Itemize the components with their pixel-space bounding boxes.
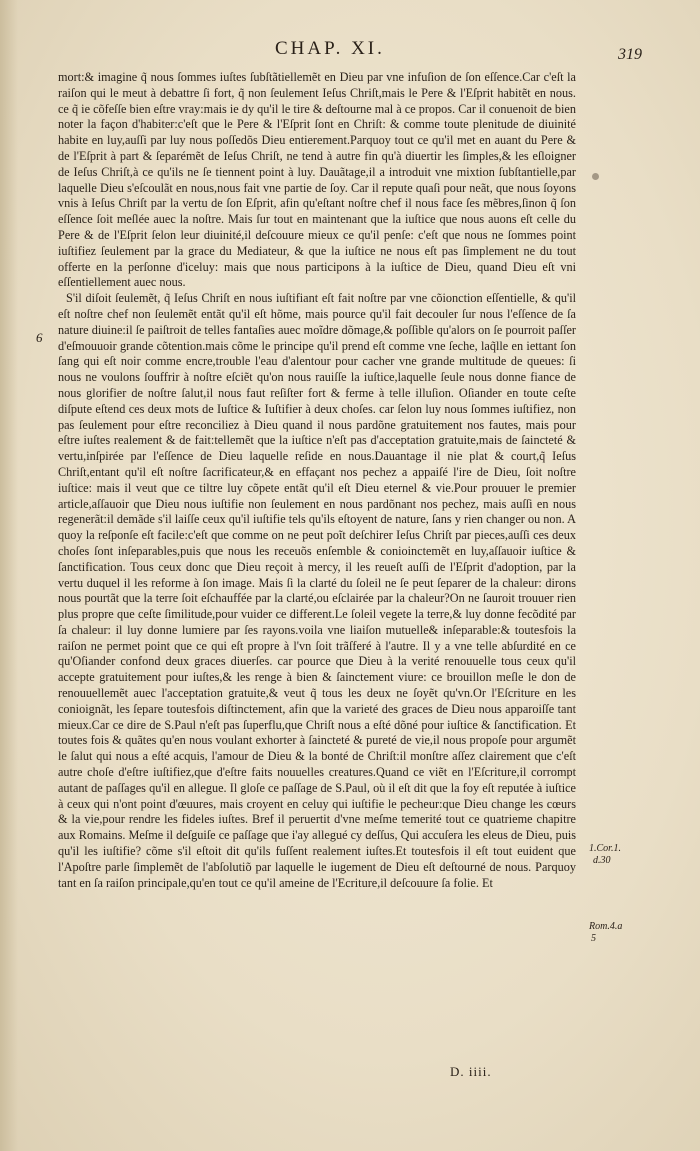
margin-note	[589, 921, 622, 945]
paragraph-number: 6	[36, 330, 43, 345]
margin-note-ref: 5	[591, 933, 596, 944]
margin-note-ref: 1.Cor.1.	[589, 843, 621, 854]
paragraph: S'il diſoit ſeulemẽt, q̃ Ieſus Chriſt en nous iuſtifiant eſt fait noſtre par vne cõionction eſſentielle, & qu'il eſt noſtre chef non ſeulemẽt entãt qu'il eſt hõme, mais pource qu'il fait decouler ſur nous l'eſſence de ſa nature diuine:il ſe paiſtroit de telles fantaſies auec moĩdre dõmage,& poſſible qu'alors on ſe pourroit paſſer d'eſmouuoir grande cõtention.mais cõme le principe qu'il prend eſt comme vne ſeche, laq̃lle en iettant ſon ſang qui eſt noir comme encre,trouble l'eau d'alentour pour cacher vne grande multitude de queues: ſi nous ne voulons ſouffrir à noſtre eſciẽt qu'on nous rauiſſe la iuſtice,laquelle ſeule nous donne fiance de nous glorifier de noſtre ſalut,il nous faut reſiſter fort & ferme à telle illuſion. Oſiander en toute ceſte diſpute eſtend ces deux mots de Iuſtice & Iuſtifier à deux choſes. car ſelon luy nous ſommes iuſtifiez, non pas ſeulement pour eſtre reconciliez à Dieu quand il nous pardõne gratuitement nos fautes, mais pour eſtre iuſtes realement & de fait:tellemẽt que la iuſtice n'eſt pas d'acceptation gratuite,mais de ſaincteté & vertu,inſpirée par l'eſſence de Dieu laquelle reſide en nous.Dauantage il nie plat & court,q̃ Ieſus Chriſt,entant qu'il eſt noſtre ſacrificateur,& en effaçant nos pechez a appaiſé l'ire de Dieu, ſoit noſtre iuſtice: mais il veut que ce tiltre luy cõpete entãt qu'il eſt Dieu eternel & vie.Pour prouuer le premier article,aſſauoir que Dieu nous iuſtifie non ſeulement en nous pardõnant nos pechez, mais auſſi en nous regenerãt:il demãde s'il laiſſe ceux qu'il iuſtifie tels qu'ils eſtoyent de nature, ſans y rien changer ou non. A quoy la reſponſe eſt facile:c'eſt que comme on ne peut poĩt deſchirer Ieſus Chriſt par pieces,auſſi ces deux choſes ſont inſeparables,puis que nous les receuõs enſemble & conioinctemẽt en luy,aſſauoir iuſtice & ſanctification. Tous ceux donc que Dieu reçoit à mercy, il les reueſt auſſi de l'Eſprit d'adoption, par la vertu duquel il les reforme à ſon image. Mais ſi la clarté du ſoleil ne ſe peut ſeparer de la chaleur: dirons nous pourtãt que la terre ſoit eſchauffée par la clarté,ou eſclairée par la chaleur?On ne ſauroit trouuer rien plus propre que ceſte ſimilitude,pour vuider ce different.Le ſoleil vegete la terre,& luy donne fecõdité par ſa chaleur: il luy donne lumiere par ſes rayons.voila vne liaiſon mutuelle& inſeparable:& toutesfois la raiſon ne permet point que ce qui eſt propre à l'vn ſoit trãſferé à l'autre. Il y a vne telle abſurdité en ce qu'Oſiander confond deux graces diuerſes. car pource que Dieu à la verité renouuelle tous ceux qu'il accepte gratuitement pour iuſtes,& les renge à bien & ſainctement viure: ce brouillon meſle le don de renouuellemẽt auec l'acceptation gratuite,& veut q̃ tous les deux ne ſoyẽt qu'vn.Or l'Eſcriture en les conioignãt, les ſepare toutesfois diſtinctement, afin que la varieté des graces de Dieu nous apparoiſſe tant mieux.Car ce dire de S.Paul n'eſt pas ſuperflu,que Chriſt nous a eſté dõné pour iuſtice & ſanctification. Et toutes fois & quãtes qu'en nous voulant exhorter à ſaincteté & pureté de vie,il nous propoſe pour argumẽt le ſalut qui nous a eſté acquis, l'amour de Dieu & la bonté de Chriſt:il monſtre aſſez clairement que c'eſt autre choſe d'eſtre iuſtifiez,que d'eſtre faits nouuelles creatures.Quand ce viẽt en l'Eſcriture,il corrompt autant de paſſages qu'il en allegue. Il gloſe ce paſſage de S.Paul, où il eſt dit que la foy eſt reputée à iuſtice à ceux qui n'ont point d'œuures, mais croyent en celuy qui iuſtifie le pecheur:que Dieu change les cœurs & la vie,pour rendre les fideles iuſtes. Bref il peruertit d'vne meſme temerité tout ce quatrieme chapitre aux Romains. Meſme il deſguiſe ce paſſage que i'ay allegué cy deſſus, Qui accuſera les eleus de Dieu, puis qu'il les iuſtifie? cõme s'il eſtoit dit qu'ils fuſſent realement iuſtes.Et toutesfois il eſt tout euident que l'Apoſtre parle ſimplemẽt de l'abſolutiõ par laquelle le iugement de Dieu eſt deſtourné de nous. Parquoy tant en ſa raiſon principale,qu'en tout ce qu'il ameine de l'Ecriture,il deſcouure ſa folie. Et	[58, 291, 576, 890]
page-header	[60, 38, 642, 66]
paragraph: mort:& imagine q̃ nous ſommes iuſtes ſubſtãtiellemẽt en Dieu par vne infuſion de ſon eſſence.Car c'eſt la raiſon qui le meut à debattre ſi fort, q̃ non ſeulement Ieſus Chriſt,mais le Pere & l'Eſprit habitẽt en nous. ce q̃ ie cõfeſſe bien eſtre vray:mais ie dy qu'il le tire & deſtourne mal à ce propos. Car il conuenoit de bien noter la façon d'habiter:c'eſt que le Pere & l'Eſprit ſont en Chriſt: & comme toute plenitude de diuinité habite en luy,auſſi par luy nous poſſedõs Dieu entierement.Parquoy tout ce qu'il met en auant du Pere & de l'Eſprit à part & ſeparémẽt de Ieſus Chriſt, ne tend à autre fin qu'à diuertir les ſimples,& les eſloigner de Ieſus Chriſt,à ce qu'ils ne ſe tiennent point à luy. Dauãtage,il a introduit vne mixtion ſubſtantielle,par laquelle Dieu s'eſcoulãt en nous,nous fait vne partie de ſoy. Car il repute quaſi pour neãt, que nous ſoyons vnis à Ieſus Chriſt par la vertu de ſon Eſprit, afin qu'eſtant noſtre chef il nous face ſes mẽbres,ſinon q̃ ſon eſſence ſoit meſlée auec la noſtre. Mais ſur tout en maintenant que la iuſtice que nous auons eſt celle du Pere & de l'Eſprit ſelon leur diuinité,il deſcouure mieux ce qu'il penſe: c'eſt que nous ne ſommes point iuſtifiez ſeulement par la grace du Mediateur, & que la iuſtice ne nous eſt pas ſimplement ne du tout offerte en la perſonne d'iceluy: mais que nous participons à la iuſtice de Dieu, quand Dieu eſt vni eſſentiellement auec nous.	[58, 70, 576, 290]
body-text	[58, 70, 576, 891]
signature-mark: D. iiii.	[450, 1064, 492, 1079]
running-head: CHAP. XI.	[275, 38, 385, 59]
margin-note-ref: d.30	[593, 855, 611, 866]
margin-note	[589, 843, 621, 867]
ink-blot-mark	[592, 173, 599, 180]
margin-note-ref: Rom.4.a	[589, 921, 623, 932]
page-number: 319	[618, 46, 642, 63]
